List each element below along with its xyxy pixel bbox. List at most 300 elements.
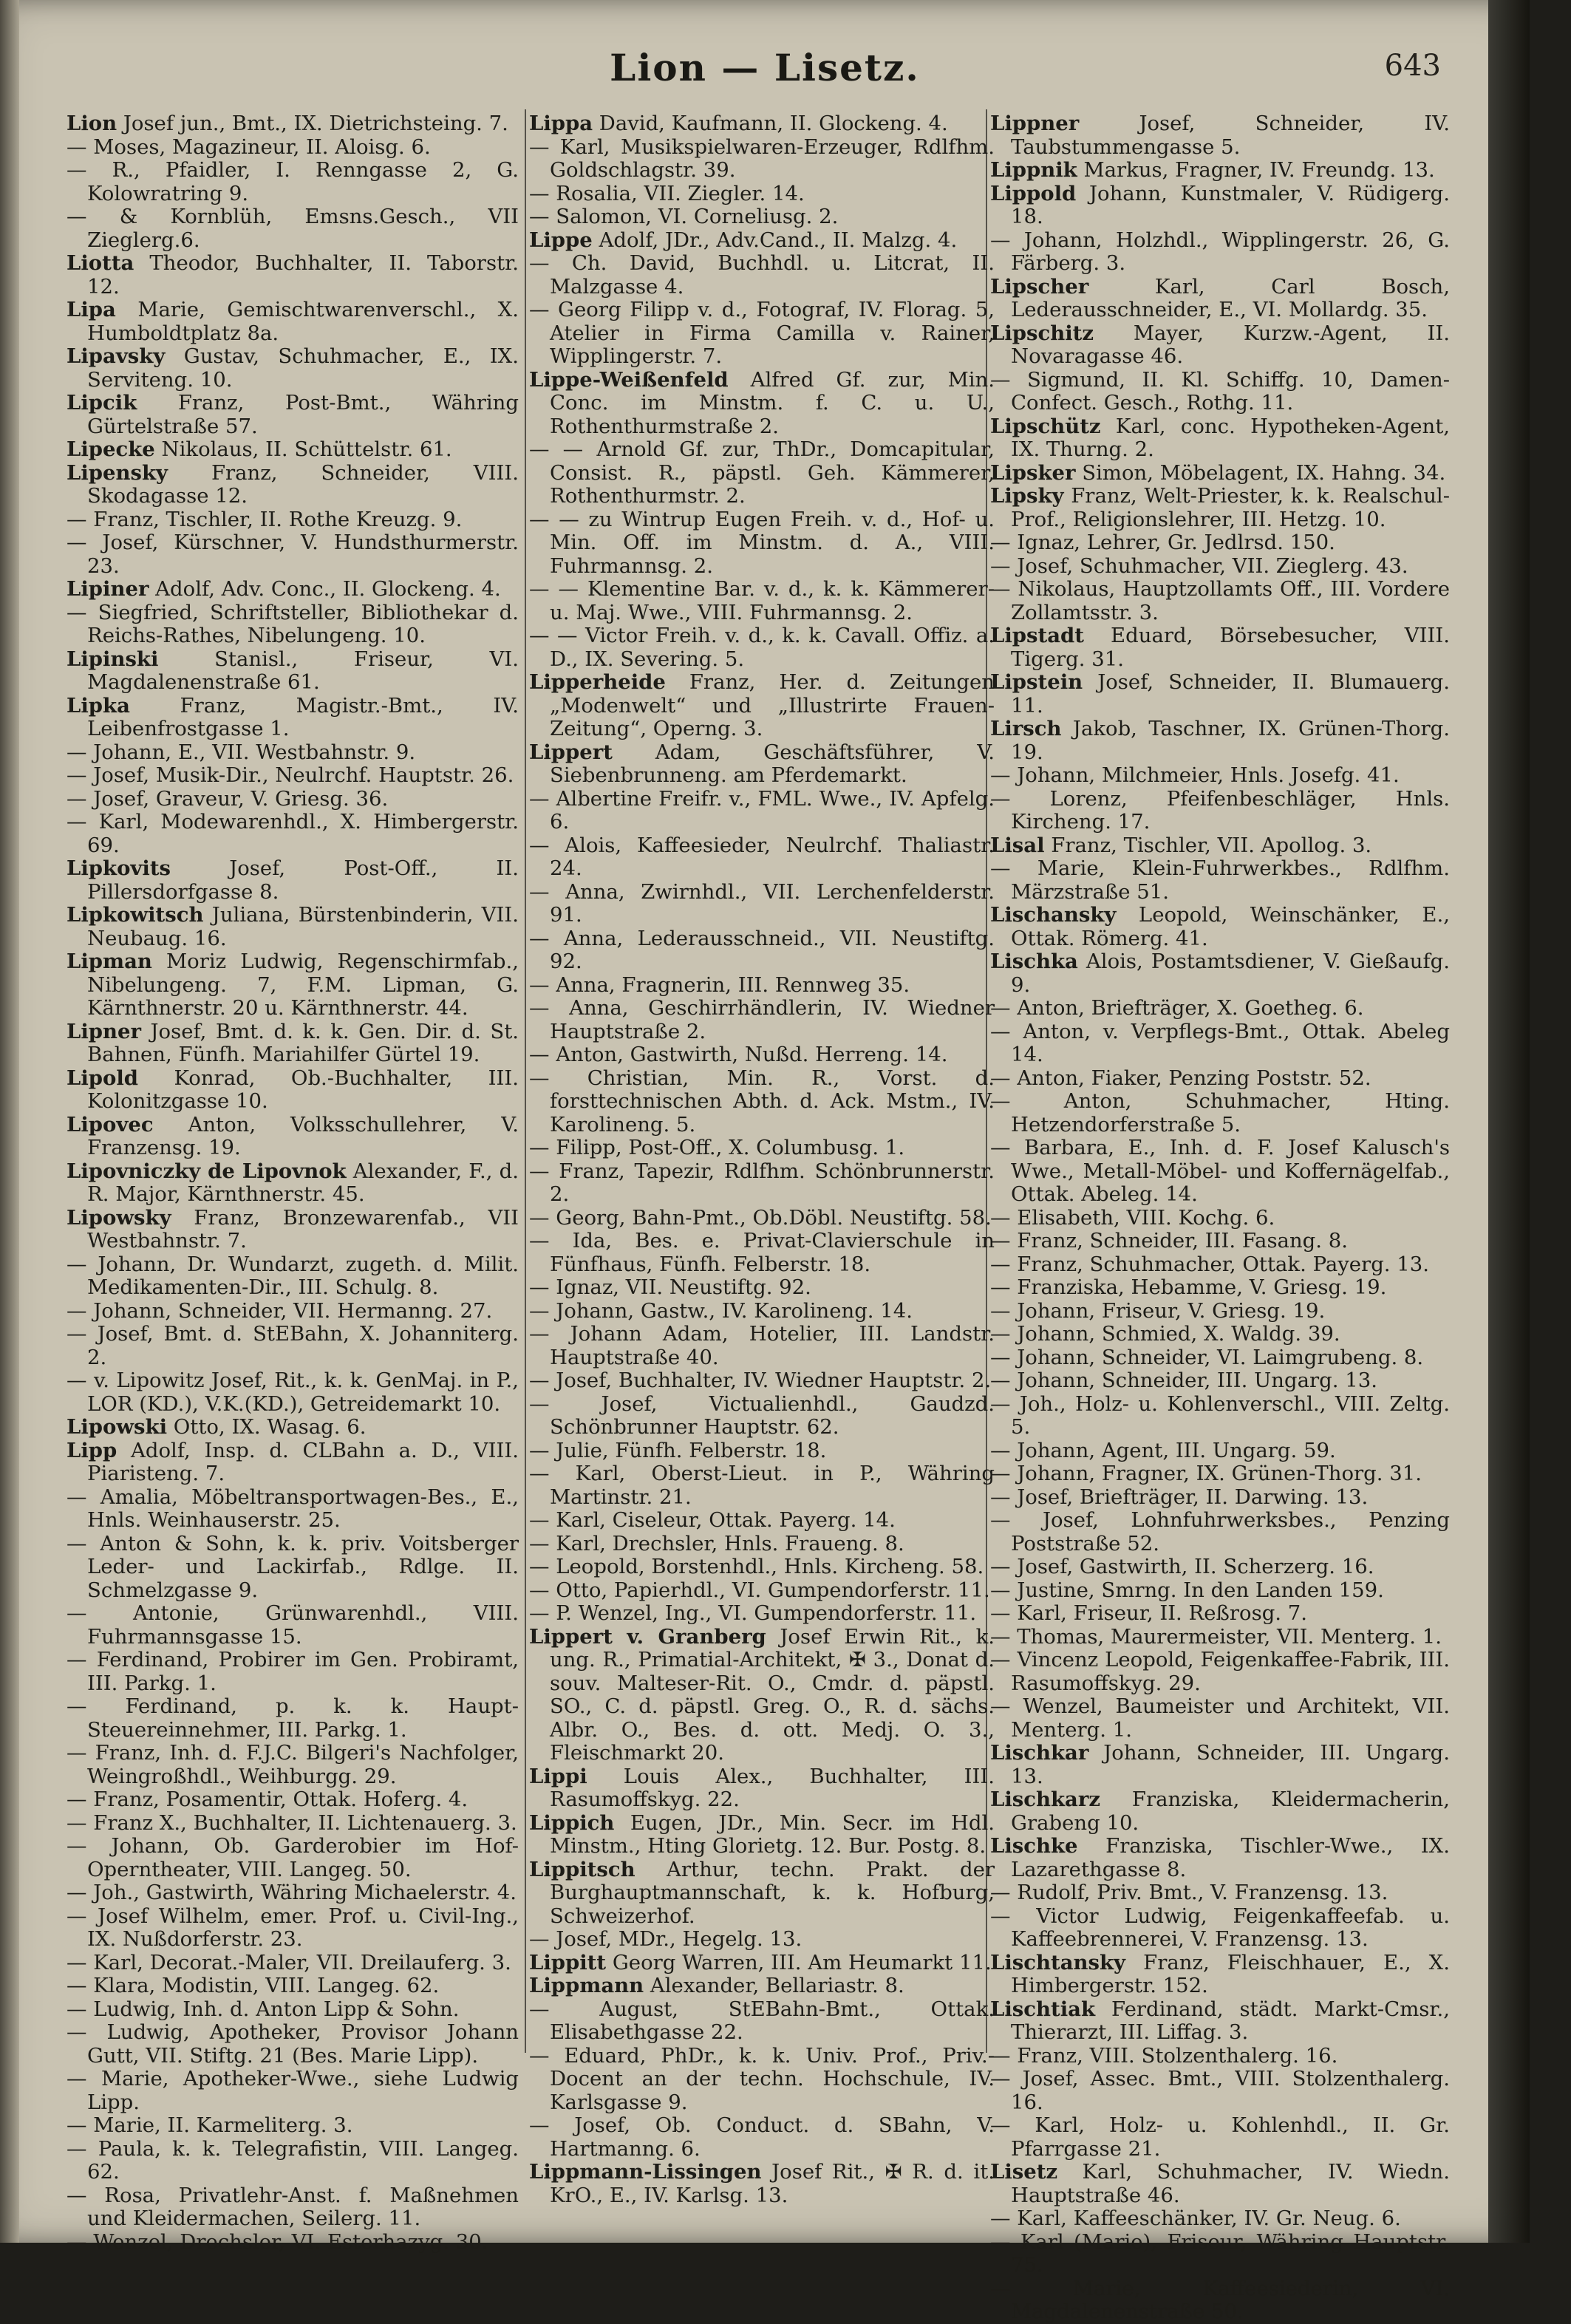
directory-entry xyxy=(67,1788,519,1812)
directory-entry xyxy=(990,555,1450,579)
entry-surname: Lipp xyxy=(67,1438,117,1462)
directory-entry xyxy=(67,1602,519,1649)
directory-entry xyxy=(67,2021,519,2068)
entry-surname: Lipensky xyxy=(67,460,168,485)
directory-entry xyxy=(990,788,1450,834)
entry-details: Louis Alex., Buchhalter, III. Rasumoffskyg. 22. xyxy=(550,1764,995,1811)
directory-entry xyxy=(990,857,1450,904)
directory-entry xyxy=(990,462,1450,485)
entry-surname: Lipa xyxy=(67,298,116,321)
directory-entry xyxy=(67,1020,519,1067)
entry-details: — Moses, Magazineur, II. Aloisg. 6. xyxy=(67,134,431,159)
entry-details: Konrad, Ob.-Buchhalter, III. Kolonitzgasse 10. xyxy=(87,1066,519,1113)
entry-surname: Lippold xyxy=(990,181,1077,205)
entry-details: — Paula, k. k. Telegrafistin, VIII. Langeg. 62. xyxy=(67,2136,519,2184)
entry-surname: Lipsky xyxy=(990,484,1064,508)
directory-entry xyxy=(67,2068,519,2114)
entry-details: Josef, Schneider, II. Blumauerg. 11. xyxy=(1011,670,1450,718)
entry-details: — Vincenz Leopold, Feigenkaffee-Fabrik, III. Rasumoffskyg. 29. xyxy=(990,1648,1450,1695)
entry-details: Josef, Bmt. d. k. k. Gen. Dir. d. St. Bahnen, Fünfh. Mariahilfer Gürtel 19. xyxy=(87,1019,519,1066)
directory-column-2 xyxy=(529,112,995,2207)
directory-entry xyxy=(529,299,995,369)
entry-details: — Nikolaus, Hauptzollamts Off., III. Vordere Zollamtsstr. 3. xyxy=(990,577,1450,624)
directory-entry xyxy=(990,159,1450,183)
entry-details: — Victor Ludwig, Feigenkaffeefab. u. Kaffeebrennerei, V. Franzensg. 13. xyxy=(990,1904,1450,1951)
entry-details: — — Arnold Gf. zur, ThDr., Domcapitular, Consist. R., päpstl. Geh. Kämmerer, Rothenthurmstr. 2. xyxy=(529,437,995,508)
directory-entry xyxy=(67,136,519,160)
entry-details: — Johann, Dr. Wundarzt, zugeth. d. Milit. Medikamenten-Dir., III. Schulg. 8. xyxy=(67,1252,519,1299)
book-spine-shadow xyxy=(0,0,19,2243)
directory-entry xyxy=(529,112,995,136)
entry-surname: Lippitsch xyxy=(529,1857,635,1881)
entry-details: — Josef, Victualienhdl., Gaudzd. Schönbrunner Hauptstr. 62. xyxy=(529,1391,995,1439)
entry-surname: Lischke xyxy=(990,1834,1078,1858)
entry-surname: Lipner xyxy=(67,1019,141,1043)
entry-surname: Lipschütz xyxy=(990,414,1101,438)
directory-entry xyxy=(990,1509,1450,1555)
directory-entry xyxy=(529,2045,995,2115)
directory-entry xyxy=(529,1043,995,1067)
directory-entry xyxy=(990,1439,1450,1463)
entry-surname: Lipka xyxy=(67,693,130,718)
directory-entry xyxy=(990,1276,1450,1300)
entry-details: — Georg Filipp v. d., Fotograf, IV. Florag. 5, Atelier in Firma Camilla v. Rainer, Wipplingerstr. 7. xyxy=(529,298,995,368)
entry-details: Johann, Schneider, III. Ungarg. 13. xyxy=(1011,1741,1450,1788)
directory-entry xyxy=(67,904,519,950)
directory-entry xyxy=(529,2161,995,2207)
directory-entry xyxy=(529,1974,995,1998)
directory-entry xyxy=(990,834,1450,858)
directory-entry xyxy=(67,1207,519,1253)
entry-details: — Marie, Kaffeesiederin, VI. Magdalenenstraße 50. xyxy=(990,2276,1450,2323)
entry-details: — Josef, Lohnfuhrwerksbes., Penzing Poststraße 52. xyxy=(990,1508,1450,1555)
entry-surname: Lipowsky xyxy=(67,1205,171,1230)
entry-details: — Joh., Holz- u. Kohlenverschl., VIII. Zeltg. 5. xyxy=(990,1391,1450,1439)
directory-entry xyxy=(990,1020,1450,1067)
entry-details: — Filipp, Post-Off., X. Columbusg. 1. xyxy=(529,1136,905,1159)
directory-entry xyxy=(990,112,1450,159)
entry-details: — Karl, Modewarenhdl., X. Himbergerstr. 69. xyxy=(67,810,519,857)
entry-details: — Karl, Kaffeeschänker, IV. Gr. Neug. 6. xyxy=(990,2207,1401,2230)
entry-details: — Rudolf, Priv. Bmt., V. Franzensg. 13. xyxy=(990,1881,1388,1904)
directory-entry xyxy=(529,788,995,834)
directory-entry xyxy=(67,345,519,392)
directory-entry xyxy=(990,1998,1450,2045)
directory-entry xyxy=(529,671,995,741)
directory-entry xyxy=(990,1462,1450,1486)
directory-entry xyxy=(67,648,519,695)
directory-entry xyxy=(529,1300,995,1323)
directory-entry xyxy=(67,1160,519,1207)
entry-details: Adolf, JDr., Adv.Cand., II. Malzg. 4. xyxy=(592,228,958,252)
entry-details: — Wenzel, Drechsler, VI. Esterhazyg. 30. xyxy=(67,2229,488,2254)
entry-details: — Thomas, Maurermeister, VII. Menterg. 1. xyxy=(990,1624,1442,1649)
entry-details: — P. Wenzel, Ing., VI. Gumpendorferstr. 11. xyxy=(529,1601,977,1625)
entry-surname: Lippe xyxy=(529,228,593,252)
entry-details: Josef, Schneider, IV. Taubstummengasse 5. xyxy=(1011,112,1450,159)
entry-details: — Wenzel, Baumeister und Architekt, VII. Menterg. 1. xyxy=(990,1694,1450,1742)
directory-entry xyxy=(67,1974,519,1998)
directory-entry xyxy=(990,671,1450,718)
entry-details: — Ferdinand, Probirer im Gen. Probiramt, III. Parkg. 1. xyxy=(67,1648,519,1695)
directory-entry xyxy=(67,112,519,136)
directory-entry xyxy=(67,1649,519,1695)
directory-entry xyxy=(990,2277,1450,2324)
directory-entry xyxy=(990,1393,1450,1439)
page-number: 643 xyxy=(1384,49,1441,83)
entry-details: — Ch. David, Buchhdl. u. Litcrat, II. Malzgasse 4. xyxy=(529,251,995,299)
entry-details: — Johann, Friseur, V. Griesg. 19. xyxy=(990,1298,1326,1323)
directory-entry xyxy=(990,1788,1450,1835)
entry-details: — Anton & Sohn, k. k. priv. Voitsberger Leder- und Lackirfab., Rdlge. II. Schmelzgasse 9. xyxy=(67,1531,519,1602)
entry-details: — Anton, Schuhmacher, Hting. Hetzendorferstraße 5. xyxy=(990,1089,1450,1137)
entry-surname: Lippmann xyxy=(529,1974,644,1997)
directory-entry xyxy=(529,1812,995,1858)
entry-surname: Lischkar xyxy=(990,1741,1089,1765)
directory-entry xyxy=(990,1579,1450,1603)
entry-details: — Josef, Kürschner, V. Hundsthurmerstr. 23. xyxy=(67,531,519,578)
directory-entry xyxy=(990,1881,1450,1905)
entry-details: Moriz Ludwig, Regenschirmfab., Nibelungeng. 7, F.M. Lipman, G. Kärnthnerstr. 20 u. Kärnthnerstr. 44. xyxy=(87,950,519,1020)
entry-details: — Elisabeth, VIII. Kochg. 6. xyxy=(990,1205,1275,1230)
directory-entry xyxy=(67,1253,519,1300)
entry-details: — Karl, Drechsler, Hnls. Fraueng. 8. xyxy=(529,1531,904,1555)
entry-surname: Lipschitz xyxy=(990,321,1094,345)
entry-details: David, Kaufmann, II. Glockeng. 4. xyxy=(593,112,948,135)
directory-entry xyxy=(529,741,995,788)
directory-entry xyxy=(67,1905,519,1952)
entry-details: — Karl, Ciseleur, Ottak. Payerg. 14. xyxy=(529,1508,896,1532)
page-edge-shadow xyxy=(1488,0,1530,2243)
entry-details: Karl, Carl Bosch, Lederausschneider, E., VI. Mollardg. 35. xyxy=(1011,274,1450,321)
entry-surname: Lipavsky xyxy=(67,344,166,368)
directory-entry xyxy=(990,1067,1450,1091)
directory-entry xyxy=(529,881,995,927)
directory-entry xyxy=(529,1323,995,1369)
directory-entry xyxy=(990,2114,1450,2161)
directory-entry xyxy=(529,1602,995,1626)
directory-entry xyxy=(67,1695,519,1742)
entry-details: Stanisl., Friseur, VI. Magdalenenstraße 61. xyxy=(87,647,519,694)
directory-entry xyxy=(67,2114,519,2138)
directory-entry xyxy=(990,1835,1450,1881)
entry-details: Adam, Geschäftsführer, V. Siebenbrunneng. am Pferdemarkt. xyxy=(550,740,995,787)
entry-details: — Johann, Schneider, III. Ungarg. 13. xyxy=(990,1369,1377,1392)
entry-surname: Lippmann-Lissingen xyxy=(529,2160,762,2184)
directory-entry xyxy=(990,578,1450,624)
entry-surname: Lipkovits xyxy=(67,856,171,880)
directory-entry xyxy=(529,927,995,974)
entry-details: Johann, Kunstmaler, V. Rüdigerg. 18. xyxy=(1011,181,1450,228)
entry-details: — Klara, Modistin, VIII. Langeg. 62. xyxy=(67,1974,440,1997)
directory-entry xyxy=(990,904,1450,950)
directory-column-1 xyxy=(67,112,519,2254)
directory-entry xyxy=(529,1626,995,1765)
entry-details: — — zu Wintrup Eugen Freih. v. d., Hof- u. Min. Off. im Minstm. d. A., VIII. Fuhrmannsg. 2. xyxy=(529,507,995,578)
directory-entry xyxy=(990,2161,1450,2207)
entry-surname: Lippnik xyxy=(990,158,1077,182)
entry-surname: Lisetz xyxy=(990,2160,1058,2184)
directory-entry xyxy=(529,1765,995,1812)
entry-details: — Josef, Ob. Conduct. d. SBahn, V. Hartmanng. 6. xyxy=(529,2113,995,2161)
entry-details: — Karl, Oberst-Lieut. in P., Währing Martinstr. 21. xyxy=(529,1462,995,1509)
entry-details: — Franz, Inh. d. F.J.C. Bilgeri's Nachfolger, Weingroßhdl., Weihburgg. 29. xyxy=(67,1741,519,1788)
directory-entry xyxy=(990,2231,1450,2277)
entry-details: — Sigmund, II. Kl. Schiffg. 10, Damen-Confect. Gesch., Rothg. 11. xyxy=(990,367,1450,415)
entry-details: Franz, Bronzewarenfab., VII Westbahnstr. 7. xyxy=(87,1205,519,1253)
entry-details: Jakob, Taschner, IX. Grünen-Thorg. 19. xyxy=(1011,717,1450,764)
entry-details: — Karl, Musikspielwaren-Erzeuger, Rdlfhm. Goldschlagstr. 39. xyxy=(529,134,995,182)
entry-details: — Alois, Kaffeesieder, Neulrchf. Thaliastr. 24. xyxy=(529,833,995,880)
entry-details: — Johann, Gastw., IV. Karolineng. 14. xyxy=(529,1298,913,1323)
entry-surname: Lipowski xyxy=(67,1415,168,1439)
directory-entry xyxy=(990,1300,1450,1323)
entry-details: — Marie, Klein-Fuhrwerkbes., Rdlfhm. Märzstraße 51. xyxy=(990,856,1450,904)
directory-entry xyxy=(67,205,519,252)
entry-surname: Lischtansky xyxy=(990,1950,1126,1974)
entry-details: — & Kornblüh, Emsns.Gesch., VII Zieglerg.6. xyxy=(67,205,519,252)
directory-entry xyxy=(67,1881,519,1905)
entry-details: Ferdinand, städt. Markt-Cmsr., Thierarzt, III. Liffag. 3. xyxy=(1011,1997,1450,2044)
directory-entry xyxy=(990,1253,1450,1277)
directory-entry xyxy=(67,1812,519,1836)
entry-details: — Amalia, Möbeltransportwagen-Bes., E., Hnls. Weinhauserstr. 25. xyxy=(67,1485,519,1532)
entry-details: — Johann, Schmied, X. Waldg. 39. xyxy=(990,1322,1340,1346)
entry-details: — Franz, Schuhmacher, Ottak. Payerg. 13. xyxy=(990,1252,1430,1276)
entry-surname: Lipold xyxy=(67,1066,139,1090)
entry-details: Leopold, Weinschänker, E., Ottak. Römerg. 41. xyxy=(1011,903,1450,950)
entry-details: Mayer, Kurzw.-Agent, II. Novaragasse 46. xyxy=(1011,321,1450,368)
entry-details: — Marie, Apotheker-Wwe., siehe Ludwig Lipp. xyxy=(67,2067,519,2114)
entry-details: — v. Lipowitz Josef, Rit., k. k. GenMaj. in P., LOR (KD.), V.K.(KD.), Getreidemarkt 10. xyxy=(67,1369,519,1416)
directory-entry xyxy=(529,438,995,508)
entry-details: — Leopold, Borstenhdl., Hnls. Kircheng. 58. xyxy=(529,1555,984,1578)
entry-surname: Lipovniczky de Lipovnok xyxy=(67,1159,347,1183)
directory-entry xyxy=(990,1695,1450,1742)
directory-entry xyxy=(990,322,1450,369)
entry-details: Eugen, JDr., Min. Secr. im Hdl. Minstm., Hting Glorietg. 12. Bur. Postg. 8. xyxy=(550,1810,995,1858)
entry-details: — Franz X., Buchhalter, II. Lichtenauerg. 3. xyxy=(67,1810,517,1835)
entry-details: — Josef, Buchhalter, IV. Wiedner Hauptstr. 2. xyxy=(529,1369,992,1392)
entry-surname: Lipiner xyxy=(67,577,149,601)
entry-details: — Ludwig, Inh. d. Anton Lipp & Sohn. xyxy=(67,1997,460,2021)
directory-entry xyxy=(990,531,1450,555)
directory-entry xyxy=(67,741,519,765)
directory-entry xyxy=(529,1276,995,1300)
directory-entry xyxy=(529,578,995,624)
directory-entry xyxy=(529,1998,995,2045)
entry-details: — Ida, Bes. e. Privat-Clavierschule in Fünfhaus, Fünfh. Felberstr. 18. xyxy=(529,1229,995,1276)
directory-entry xyxy=(990,1952,1450,1998)
entry-details: — Anna, Fragnerin, III. Rennweg 35. xyxy=(529,972,910,997)
directory-entry xyxy=(529,183,995,206)
directory-entry xyxy=(67,2138,519,2184)
entry-surname: Lipkowitsch xyxy=(67,903,204,927)
directory-entry xyxy=(67,2184,519,2231)
entry-details: — Marie, II. Karmeliterg. 3. xyxy=(67,2113,353,2137)
entry-details: Josef jun., Bmt., IX. Dietrichsteing. 7. xyxy=(117,112,508,135)
entry-details: — Julie, Fünfh. Felberstr. 18. xyxy=(529,1438,827,1462)
entry-details: — Johann, Schneider, VII. Hermanng. 27. xyxy=(67,1298,493,1323)
directory-entry xyxy=(529,834,995,881)
entry-details: — Franz, Posamentir, Ottak. Hoferg. 4. xyxy=(67,1788,468,1811)
entry-details: Josef Erwin Rit., k. ung. R., Primatial-Architekt, ✠ 3., Donat d. souv. Malteser-Rit. O., Cmdr. d. päpstl. SO., C. d. päpstl. Greg. O., R. d. sächs. Albr. O., Bes. d. ott. Medj. O. 3., Fleischmarkt 20. xyxy=(550,1624,995,1765)
entry-details: Franz, Magistr.-Bmt., IV. Leibenfrostgasse 1. xyxy=(87,693,519,740)
directory-entry xyxy=(990,1323,1450,1346)
directory-entry xyxy=(529,1579,995,1603)
directory-entry xyxy=(67,695,519,741)
entry-details: — Johann, Agent, III. Ungarg. 59. xyxy=(990,1438,1336,1462)
entry-details: — — Klementine Bar. v. d., k. k. Kämmerer- u. Maj. Wwe., VIII. Fuhrmannsg. 2. xyxy=(529,577,995,624)
directory-entry xyxy=(990,1346,1450,1370)
entry-details: Simon, Möbelagent, IX. Hahng. 34. xyxy=(1075,460,1446,485)
directory-entry xyxy=(67,252,519,299)
entry-details: Franz, Her. d. Zeitungen „Modenwelt“ und „Illustrirte Frauen-Zeitung“, Operng. 3. xyxy=(550,670,995,740)
entry-details: — Josef Wilhelm, emer. Prof. u. Civil-Ing., IX. Nußdorferstr. 23. xyxy=(67,1904,519,1951)
directory-entry xyxy=(529,1369,995,1393)
entry-details: Franz, Post-Bmt., Währing Gürtelstraße 57. xyxy=(87,391,519,438)
directory-entry xyxy=(990,2045,1450,2068)
entry-details: — Anna, Lederausschneid., VII. Neustiftg. 92. xyxy=(529,926,995,973)
directory-entry xyxy=(990,1649,1450,1695)
entry-details: — Josef, Graveur, V. Griesg. 36. xyxy=(67,786,389,811)
entry-details: — — Victor Freih. v. d., k. k. Cavall. Offiz. a. D., IX. Severing. 5. xyxy=(529,624,995,671)
directory-entry xyxy=(529,997,995,1043)
entry-details: Franz, Schneider, VIII. Skodagasse 12. xyxy=(87,460,519,508)
entry-details: Georg Warren, III. Am Heumarkt 11. xyxy=(606,1950,992,1974)
directory-entry xyxy=(990,229,1450,276)
entry-surname: Lipman xyxy=(67,950,152,973)
entry-details: — Johann, Schneider, VI. Laimgrubeng. 8. xyxy=(990,1345,1424,1369)
entry-details: Alexander, Bellariastr. 8. xyxy=(644,1974,904,1997)
directory-entry xyxy=(990,1090,1450,1137)
directory-entry xyxy=(67,1114,519,1160)
entry-details: Marie, Gemischtwarenverschl., X. Humboldtplatz 8a. xyxy=(87,298,519,345)
entry-details: — Siegfried, Schriftsteller, Bibliothekar d. Reichs-Rathes, Nibelungeng. 10. xyxy=(67,600,519,647)
entry-details: — Justine, Smrng. In den Landen 159. xyxy=(990,1578,1384,1602)
entry-details: — Anton, Gastwirth, Nußd. Herreng. 14. xyxy=(529,1043,948,1066)
directory-entry xyxy=(67,1486,519,1533)
entry-details: — Franz, Schneider, III. Fasang. 8. xyxy=(990,1229,1348,1253)
directory-entry xyxy=(990,1486,1450,1510)
entry-surname: Lipecke xyxy=(67,437,155,461)
entry-details: — Salomon, VI. Corneliusg. 2. xyxy=(529,205,839,228)
entry-surname: Lirsch xyxy=(990,717,1062,740)
entry-details: Gustav, Schuhmacher, E., IX. Serviteng. 10. xyxy=(87,344,519,392)
entry-details: — Antonie, Grünwarenhdl., VIII. Fuhrmannsgasse 15. xyxy=(67,1601,519,1649)
entry-details: — Josef, Briefträger, II. Darwing. 13. xyxy=(990,1485,1369,1509)
directory-entry xyxy=(529,1462,995,1509)
entry-details: — Ludwig, Apotheker, Provisor Johann Gutt, VII. Stiftg. 21 (Bes. Marie Lipp). xyxy=(67,2020,519,2068)
entry-details: — Josef, Musik-Dir., Neulrchf. Hauptstr. 26. xyxy=(67,763,514,787)
directory-entry xyxy=(67,438,519,462)
entry-details: — Johann, Ob. Garderobier im Hof-Operntheater, VIII. Langeg. 50. xyxy=(67,1834,519,1881)
directory-entry xyxy=(67,1323,519,1369)
directory-entry xyxy=(67,578,519,602)
entry-details: — Barbara, E., Inh. d. F. Josef Kalusch's Wwe., Metall-Möbel- und Koffernägelfab., Ottak. Abeleg. 14. xyxy=(990,1136,1450,1206)
entry-details: — Karl, Decorat.-Maler, VII. Dreilauferg. 3. xyxy=(67,1950,511,1974)
entry-details: — Josef, Bmt. d. StEBahn, X. Johanniterg. 2. xyxy=(67,1322,519,1369)
entry-details: — Ferdinand, p. k. k. Haupt-Steuereinnehmer, III. Parkg. 1. xyxy=(67,1694,519,1742)
directory-entry xyxy=(990,1602,1450,1626)
directory-entry xyxy=(67,1416,519,1439)
entry-surname: Lippitt xyxy=(529,1950,607,1974)
directory-entry xyxy=(529,229,995,253)
entry-details: — Otto, Papierhdl., VI. Gumpendorferstr. 11. xyxy=(529,1578,990,1602)
directory-entry xyxy=(67,392,519,438)
entry-details: — Johann, E., VII. Westbahnstr. 9. xyxy=(67,740,416,764)
entry-details: — August, StEBahn-Bmt., Ottak. Elisabethgasse 22. xyxy=(529,1997,995,2044)
directory-entry xyxy=(529,1928,995,1952)
directory-entry xyxy=(990,415,1450,462)
entry-surname: Lippert xyxy=(529,740,613,764)
entry-surname: Lipperheide xyxy=(529,670,666,694)
directory-entry xyxy=(990,718,1450,764)
entry-surname: Lippert v. Granberg xyxy=(529,1624,766,1649)
directory-entry xyxy=(990,369,1450,415)
entry-details: Franz, Fleischhauer, E., X. Himbergerstr. 152. xyxy=(1011,1950,1450,1997)
entry-details: Theodor, Buchhalter, II. Taborstr. 12. xyxy=(87,251,519,299)
entry-details: Markus, Fragner, IV. Freundg. 13. xyxy=(1077,158,1435,182)
directory-column-3 xyxy=(990,112,1450,2323)
entry-details: Arthur, techn. Prakt. der Burghauptmannschaft, k. k. Hofburg, Schweizerhof. xyxy=(550,1857,995,1928)
directory-entry xyxy=(67,1369,519,1416)
directory-entry xyxy=(990,276,1450,322)
entry-details: Karl, Schuhmacher, IV. Wiedn. Hauptstraße 46. xyxy=(1011,2160,1450,2207)
directory-entry xyxy=(990,1742,1450,1788)
entry-details: — Anton, Briefträger, X. Goetheg. 6. xyxy=(990,996,1364,1020)
directory-entry xyxy=(67,508,519,532)
directory-entry xyxy=(990,2068,1450,2114)
directory-entry xyxy=(67,531,519,578)
entry-details: — Ignaz, VII. Neustiftg. 92. xyxy=(529,1275,811,1299)
entry-surname: Lipcik xyxy=(67,391,137,415)
entry-details: — Johann, Fragner, IX. Grünen-Thorg. 31. xyxy=(990,1462,1422,1485)
entry-details: — Josef, Assec. Bmt., VIII. Stolzenthalerg. 16. xyxy=(990,2067,1450,2114)
directory-entry xyxy=(67,1952,519,1975)
entry-details: Franziska, Kleidermacherin, Grabeng 10. xyxy=(1011,1788,1450,1835)
entry-details: Otto, IX. Wasag. 6. xyxy=(167,1415,367,1439)
directory-entry xyxy=(990,1626,1450,1649)
entry-surname: Lipscher xyxy=(990,274,1089,299)
directory-entry xyxy=(529,624,995,671)
entry-surname: Lipstein xyxy=(990,670,1083,694)
directory-entry xyxy=(67,1742,519,1788)
entry-details: — R., Pfaidler, I. Renngasse 2, G. Kolowratring 9. xyxy=(67,158,519,205)
directory-entry xyxy=(67,462,519,508)
entry-details: — Karl (Marie), Friseur, Währing Hauptstr. 75. xyxy=(990,2229,1450,2277)
entry-details: — Josef, MDr., Hegelg. 13. xyxy=(529,1927,802,1951)
entry-details: Alexander, F., d. R. Major, Kärnthnerstr. 45. xyxy=(87,1159,519,1206)
directory-entry xyxy=(990,997,1450,1020)
directory-entry xyxy=(529,1137,995,1160)
entry-details: Franz, Tischler, VII. Apollog. 3. xyxy=(1044,833,1372,857)
directory-entry xyxy=(990,1230,1450,1253)
directory-entry xyxy=(529,252,995,299)
entry-surname: Lion xyxy=(67,112,117,135)
directory-entry xyxy=(990,624,1450,671)
entry-details: — Joh., Gastwirth, Währing Michaelerstr. 4. xyxy=(67,1881,517,1904)
entry-surname: Lippner xyxy=(990,112,1080,135)
entry-details: — Christian, Min. R., Vorst. d. forsttechnischen Abth. d. Ack. Mstm., IV. Karolineng. 5. xyxy=(529,1066,995,1137)
entry-details: — Lorenz, Pfeifenbeschläger, Hnls. Kircheng. 17. xyxy=(990,786,1450,834)
entry-surname: Lippi xyxy=(529,1764,587,1788)
directory-entry xyxy=(67,299,519,345)
entry-details: — Anton, v. Verpflegs-Bmt., Ottak. Abeleg 14. xyxy=(990,1019,1450,1066)
directory-entry xyxy=(67,159,519,205)
directory-entry xyxy=(529,1160,995,1207)
entry-details: — Rosalia, VII. Ziegler. 14. xyxy=(529,181,805,205)
